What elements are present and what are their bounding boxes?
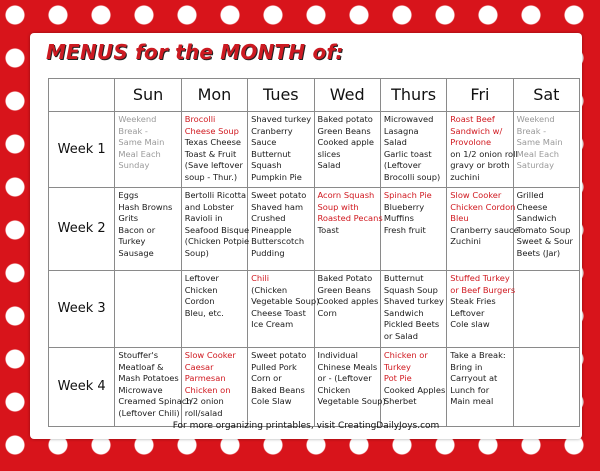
menu-line: Pumpkin Pie (251, 171, 302, 182)
menu-line: Butterscotch (251, 236, 305, 247)
menu-cell (447, 271, 516, 348)
menu-line: Toast & Fruit (184, 148, 237, 159)
menu-calendar-table (48, 78, 580, 427)
menu-cell (181, 271, 247, 348)
menu-line: Weekend (118, 114, 157, 124)
menu-line: Green Beans (317, 125, 371, 136)
menu-cell (447, 112, 518, 188)
menu-cell (248, 348, 314, 427)
menu-line: Brocolli soup) (383, 171, 441, 182)
week-row (49, 188, 580, 271)
menu-line: Meatloaf & (118, 361, 164, 372)
menu-line: Microwave (118, 384, 163, 395)
footer-credit: For more organizing printables, visit CreatingDailyJoys.com (172, 421, 440, 431)
menu-line: Cranberry (251, 125, 293, 136)
menu-line: Cooked apples (317, 296, 379, 307)
menu-cell (248, 271, 320, 348)
corner-cell (49, 79, 115, 112)
menu-line: Spinach Pie (383, 190, 432, 200)
menu-line: Same Main (516, 137, 563, 148)
menu-line: Cheese Soup (184, 125, 239, 136)
menu-line: Baked potato (317, 114, 373, 124)
menu-line: Chicken on (184, 384, 231, 395)
menu-line: Mash Potatoes (118, 373, 179, 384)
menu-line: Bacon or (118, 224, 156, 235)
menu-line: Lunch for (450, 384, 490, 395)
menu-cell (115, 271, 181, 348)
menu-line: (Chicken (251, 284, 288, 295)
menu-line: Pulled Pork (251, 361, 297, 372)
menu-cell (314, 348, 386, 427)
week-label: Week 3 (49, 271, 115, 348)
menu-cell (181, 348, 247, 427)
menu-line: Roast Beef (450, 114, 495, 124)
menu-line: Pudding (251, 247, 285, 258)
menu-line: Cranberry sauce (450, 224, 519, 235)
menu-line: Individual (317, 350, 358, 360)
menu-cell (181, 112, 247, 188)
menu-cell (447, 348, 513, 427)
menu-cell (447, 188, 519, 271)
menu-line: Creamed Spinach (118, 396, 192, 407)
day-header-wed: Wed (314, 79, 380, 112)
week-row (49, 112, 580, 188)
menu-line: (Chicken Potpie (184, 236, 250, 247)
menu-line: (Leftover (383, 160, 422, 171)
menu-line: Brocolli (184, 114, 216, 124)
menu-cell (380, 188, 446, 271)
menu-line: Tomato Soup (516, 224, 571, 235)
menu-line: Blueberry (383, 201, 425, 212)
menu-line: Butternut (383, 273, 424, 283)
menu-line: Stouffer's (118, 350, 159, 360)
menu-line: Butternut (251, 148, 291, 159)
menu-line: roll/salad (184, 407, 223, 418)
menu-line: Pot Pie (383, 373, 412, 384)
menu-line: or - (Leftover (317, 373, 372, 384)
menu-line: Soup) (184, 247, 209, 258)
menu-cell (380, 271, 446, 348)
menu-line: or Salad (383, 330, 419, 341)
menu-line: Sandwich (516, 213, 557, 224)
menu-line: Slow Cooker (184, 350, 236, 360)
week-label: Week 4 (49, 348, 115, 427)
menu-line: Microwaved (383, 114, 434, 124)
menu-line: Same Main (118, 137, 165, 148)
menu-line: Eggs (118, 190, 139, 200)
day-header-thurs: Thurs (380, 79, 446, 112)
menu-line: zuchini (450, 171, 480, 182)
menu-line: Shaved ham (251, 201, 304, 212)
menu-line: Sherbet (383, 396, 417, 407)
menu-cell (314, 271, 380, 348)
menu-cell (115, 112, 181, 188)
menu-cell (513, 188, 579, 271)
menu-line: Main meal (450, 396, 494, 407)
menu-line: Chinese Meals (317, 361, 378, 372)
menu-line: Ravioli in (184, 213, 223, 224)
menu-line: Parmesan (184, 373, 226, 384)
menu-line: Green Beans (317, 284, 371, 295)
menu-line: Squash (251, 160, 282, 171)
menu-cell (181, 188, 250, 271)
menu-line: Hash Browns (118, 201, 173, 212)
menu-line: Grits (118, 213, 139, 224)
menu-line: Meal Each (516, 148, 560, 159)
menu-cell (380, 112, 446, 188)
menu-line: Cheese (516, 201, 548, 212)
menu-cell (248, 188, 314, 271)
menu-line: Vegetable Soup) (251, 296, 320, 307)
menu-line: Cordon (184, 296, 215, 307)
menu-cell (513, 271, 579, 348)
menu-line: or Beef Burgers (450, 284, 516, 295)
menu-line: Sauce (251, 137, 277, 148)
menu-line: Corn (317, 307, 337, 318)
day-header-fri: Fri (447, 79, 513, 112)
menu-line: Cole Slaw (251, 396, 292, 407)
menu-line: Chili (251, 273, 270, 283)
week-row (49, 348, 580, 427)
menu-line: Salad (317, 160, 341, 171)
menu-line: Meal Each (118, 148, 161, 159)
menu-line: Ice Cream (251, 319, 294, 330)
menu-line: Slow Cooker (450, 190, 502, 200)
menu-line: Weekend (516, 114, 555, 124)
menu-line: Bleu, etc. (184, 307, 224, 318)
menu-line: (Leftover Chili) (118, 407, 180, 418)
menu-line: Shaved turkey (383, 296, 444, 307)
menu-line: Grilled (516, 190, 544, 200)
menu-line: Cooked apple (317, 137, 374, 148)
menu-line: Zuchini (450, 236, 481, 247)
menu-line: Turkey (118, 236, 146, 247)
menu-line: Bring in (450, 361, 483, 372)
menu-line: Sandwich (383, 307, 424, 318)
menu-planner-sheet (30, 33, 582, 439)
menu-line: Sweet & Sour (516, 236, 573, 247)
menu-line: Chicken Cordon (450, 201, 516, 212)
menu-line: Leftover (450, 307, 485, 318)
menu-line: Sweet potato (251, 190, 307, 200)
menu-line: Caesar (184, 361, 214, 372)
menu-line: Crushed (251, 213, 286, 224)
menu-line: Carryout at (450, 373, 498, 384)
menu-line: 1/2 onion (184, 396, 224, 407)
menu-line: Acorn Squash (317, 190, 375, 200)
menu-cell (380, 348, 446, 427)
day-header-tues: Tues (248, 79, 314, 112)
menu-line: Sweet potato (251, 350, 307, 360)
menu-line: Turkey (383, 361, 411, 372)
menu-cell (115, 188, 181, 271)
menu-line: on 1/2 onion roll (450, 148, 518, 159)
menu-line: Pickled Beets (383, 319, 440, 330)
menu-line: Vegetable Soup) (317, 396, 386, 407)
menu-line: Squash Soup (383, 284, 438, 295)
day-header-mon: Mon (181, 79, 247, 112)
menu-line: soup - Thur.) (184, 171, 238, 182)
menu-cell (248, 112, 314, 188)
menu-line: Chicken or (383, 350, 428, 360)
menu-line: Provolone (450, 137, 492, 148)
menu-line: Break - (118, 125, 148, 136)
menu-line: (Save leftover (184, 160, 243, 171)
menu-line: Toast (317, 224, 339, 235)
day-header-row (49, 79, 580, 112)
menu-line: Stuffed Turkey (450, 273, 510, 283)
menu-line: Cheese Toast (251, 307, 306, 318)
menu-line: Beets (Jar) (516, 247, 561, 258)
menu-cell (314, 188, 383, 271)
day-header-sun: Sun (115, 79, 181, 112)
week-row (49, 271, 580, 348)
menu-line: Cooked Apples (383, 384, 446, 395)
menu-line: Bleu (450, 213, 469, 224)
menu-line: Muffins (383, 213, 414, 224)
menu-line: Cole slaw (450, 319, 490, 330)
menu-cell (314, 112, 380, 188)
menu-line: Chicken (317, 384, 351, 395)
week-label: Week 2 (49, 188, 115, 271)
menu-line: Sausage (118, 247, 154, 258)
menu-line: Sandwich w/ (450, 125, 503, 136)
menu-line: Soup with (317, 201, 359, 212)
menu-line: Bertolli Ricotta (184, 190, 247, 200)
menu-line: Fresh fruit (383, 224, 426, 235)
menu-cell (513, 348, 579, 427)
menu-line: gravy or broth (450, 160, 510, 171)
menu-line: Break - (516, 125, 547, 136)
menu-cell (513, 112, 579, 188)
menu-line: Take a Break: (450, 350, 506, 360)
menu-line: Steak Fries (450, 296, 496, 307)
menu-line: Leftover (184, 273, 219, 283)
menu-line: Saturday (516, 160, 555, 171)
menu-line: Baked Beans (251, 384, 305, 395)
menu-line: Shaved turkey (251, 114, 312, 124)
menu-line: Baked Potato (317, 273, 373, 283)
menu-line: Roasted Pecans (317, 213, 383, 224)
menu-line: Lasagna (383, 125, 419, 136)
week-label: Week 1 (49, 112, 115, 188)
menu-line: Seafood Bisque (184, 224, 250, 235)
page-title: MENUS for the MONTH of: (46, 40, 344, 64)
menu-line: Texas Cheese (184, 137, 242, 148)
menu-line: and Lobster (184, 201, 234, 212)
menu-line: slices (317, 148, 341, 159)
menu-line: Pineapple (251, 224, 292, 235)
menu-line: Salad (383, 137, 407, 148)
menu-line: Corn or (251, 373, 282, 384)
menu-line: Sunday (118, 160, 150, 171)
day-header-sat: Sat (513, 79, 579, 112)
menu-line: Garlic toast (383, 148, 432, 159)
menu-line: Chicken (184, 284, 218, 295)
menu-cell (115, 348, 192, 427)
